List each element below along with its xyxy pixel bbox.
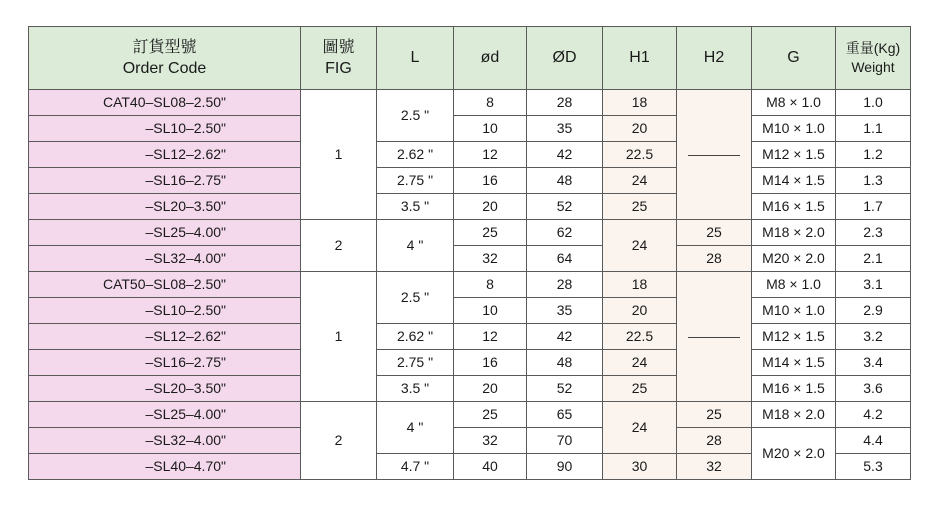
l-cell: 3.5 ": [377, 194, 454, 220]
table-row: [29, 168, 911, 194]
table-row: [29, 246, 911, 272]
h1-cell: 22.5: [603, 324, 677, 350]
h1-cell: 24: [603, 402, 677, 454]
h1-cell: 30: [603, 454, 677, 480]
bigd-cell: 35: [527, 116, 603, 142]
bigd-cell: 28: [527, 272, 603, 298]
h2-cell: 28: [677, 246, 752, 272]
fig-cell: 2: [301, 220, 377, 272]
order-code-cell: –SL12–2.62": [29, 142, 301, 168]
order-code-cell: –SL10–2.50": [29, 116, 301, 142]
weight-cell: 4.2: [836, 402, 911, 428]
g-cell: M20 × 2.0: [752, 246, 836, 272]
d-cell: 10: [454, 298, 527, 324]
bigd-cell: 90: [527, 454, 603, 480]
header-H2: H2: [677, 27, 752, 90]
weight-cell: 3.6: [836, 376, 911, 402]
d-cell: 20: [454, 194, 527, 220]
g-cell: M10 × 1.0: [752, 116, 836, 142]
l-cell: 2.62 ": [377, 324, 454, 350]
h1-cell: 20: [603, 116, 677, 142]
header-H1: H1: [603, 27, 677, 90]
d-cell: 8: [454, 272, 527, 298]
table-row: [29, 298, 911, 324]
order-code-cell: –SL32–4.00": [29, 428, 301, 454]
table-row: [29, 402, 911, 428]
order-code-cell: CAT40–SL08–2.50": [29, 90, 301, 116]
order-code-cell: –SL32–4.00": [29, 246, 301, 272]
h2-cell: 25: [677, 402, 752, 428]
header-order-code-zh: 訂貨型號: [132, 38, 197, 56]
fig-cell: 1: [301, 272, 377, 402]
l-cell: 2.62 ": [377, 142, 454, 168]
g-cell: M8 × 1.0: [752, 272, 836, 298]
d-cell: 32: [454, 246, 527, 272]
g-cell: M20 × 2.0: [752, 428, 836, 480]
weight-cell: 1.1: [836, 116, 911, 142]
l-cell: 4 ": [377, 220, 454, 272]
bigd-cell: 52: [527, 194, 603, 220]
d-cell: 32: [454, 428, 527, 454]
table-row: [29, 428, 911, 454]
weight-cell: 3.4: [836, 350, 911, 376]
g-cell: M16 × 1.5: [752, 194, 836, 220]
header-D: ØD: [527, 27, 603, 90]
order-code-cell: CAT50–SL08–2.50": [29, 272, 301, 298]
header-weight: [836, 27, 911, 90]
bigd-cell: 35: [527, 298, 603, 324]
header-order-code: [29, 27, 301, 90]
order-code-cell: –SL25–4.00": [29, 220, 301, 246]
table-row: [29, 376, 911, 402]
l-cell: 2.5 ": [377, 90, 454, 142]
spec-table: [28, 26, 911, 480]
weight-cell: 2.3: [836, 220, 911, 246]
order-code-cell: –SL10–2.50": [29, 298, 301, 324]
d-cell: 40: [454, 454, 527, 480]
header-d: ød: [454, 27, 527, 90]
order-code-cell: –SL12–2.62": [29, 324, 301, 350]
header-G: G: [752, 27, 836, 90]
l-cell: 4 ": [377, 402, 454, 454]
h1-cell: 22.5: [603, 142, 677, 168]
g-cell: M16 × 1.5: [752, 376, 836, 402]
order-code-cell: –SL16–2.75": [29, 168, 301, 194]
d-cell: 25: [454, 220, 527, 246]
order-code-cell: –SL20–3.50": [29, 194, 301, 220]
h1-cell: 25: [603, 194, 677, 220]
fig-cell: 1: [301, 90, 377, 220]
g-cell: M8 × 1.0: [752, 90, 836, 116]
bigd-cell: 42: [527, 142, 603, 168]
dash-mark: [688, 155, 740, 156]
weight-cell: 2.9: [836, 298, 911, 324]
d-cell: 16: [454, 168, 527, 194]
l-cell: 2.5 ": [377, 272, 454, 324]
h2-dash-cell: [677, 272, 752, 402]
table-row: [29, 220, 911, 246]
bigd-cell: 70: [527, 428, 603, 454]
bigd-cell: 42: [527, 324, 603, 350]
weight-cell: 1.3: [836, 168, 911, 194]
g-cell: M12 × 1.5: [752, 142, 836, 168]
order-code-cell: –SL16–2.75": [29, 350, 301, 376]
table-row: [29, 142, 911, 168]
bigd-cell: 64: [527, 246, 603, 272]
g-cell: M12 × 1.5: [752, 324, 836, 350]
d-cell: 25: [454, 402, 527, 428]
order-code-cell: –SL40–4.70": [29, 454, 301, 480]
weight-cell: 1.0: [836, 90, 911, 116]
weight-cell: 3.1: [836, 272, 911, 298]
d-cell: 16: [454, 350, 527, 376]
bigd-cell: 48: [527, 168, 603, 194]
h2-dash-cell: [677, 90, 752, 220]
fig-cell: 2: [301, 402, 377, 480]
header-L: L: [377, 27, 454, 90]
h1-cell: 24: [603, 350, 677, 376]
header-weight-zh: 重量(Kg): [845, 40, 901, 57]
table-row: [29, 324, 911, 350]
dash-mark: [688, 337, 740, 338]
h1-cell: 24: [603, 220, 677, 272]
g-cell: M14 × 1.5: [752, 168, 836, 194]
table-row: [29, 272, 911, 298]
bigd-cell: 65: [527, 402, 603, 428]
h2-cell: 32: [677, 454, 752, 480]
table-row: [29, 350, 911, 376]
h2-cell: 28: [677, 428, 752, 454]
header-weight-en: Weight: [851, 58, 895, 75]
l-cell: 4.7 ": [377, 454, 454, 480]
weight-cell: 5.3: [836, 454, 911, 480]
order-code-cell: –SL25–4.00": [29, 402, 301, 428]
d-cell: 12: [454, 324, 527, 350]
d-cell: 8: [454, 90, 527, 116]
h1-cell: 24: [603, 168, 677, 194]
header-fig-zh: 圖號: [322, 38, 355, 56]
weight-cell: 4.4: [836, 428, 911, 454]
header-fig-en: FIG: [325, 59, 352, 77]
h2-cell: 25: [677, 220, 752, 246]
weight-cell: 3.2: [836, 324, 911, 350]
h1-cell: 18: [603, 90, 677, 116]
g-cell: M10 × 1.0: [752, 298, 836, 324]
header-row: [29, 27, 911, 90]
bigd-cell: 28: [527, 90, 603, 116]
d-cell: 10: [454, 116, 527, 142]
header-fig: [301, 27, 377, 90]
weight-cell: 1.7: [836, 194, 911, 220]
l-cell: 2.75 ": [377, 168, 454, 194]
bigd-cell: 62: [527, 220, 603, 246]
bigd-cell: 52: [527, 376, 603, 402]
order-code-cell: –SL20–3.50": [29, 376, 301, 402]
g-cell: M18 × 2.0: [752, 220, 836, 246]
table-row: [29, 90, 911, 116]
header-order-code-en: Order Code: [122, 59, 207, 77]
d-cell: 20: [454, 376, 527, 402]
h1-cell: 18: [603, 272, 677, 298]
table-row: [29, 194, 911, 220]
g-cell: M18 × 2.0: [752, 402, 836, 428]
bigd-cell: 48: [527, 350, 603, 376]
l-cell: 3.5 ": [377, 376, 454, 402]
l-cell: 2.75 ": [377, 350, 454, 376]
g-cell: M14 × 1.5: [752, 350, 836, 376]
h1-cell: 25: [603, 376, 677, 402]
weight-cell: 2.1: [836, 246, 911, 272]
weight-cell: 1.2: [836, 142, 911, 168]
d-cell: 12: [454, 142, 527, 168]
h1-cell: 20: [603, 298, 677, 324]
table-row: [29, 116, 911, 142]
